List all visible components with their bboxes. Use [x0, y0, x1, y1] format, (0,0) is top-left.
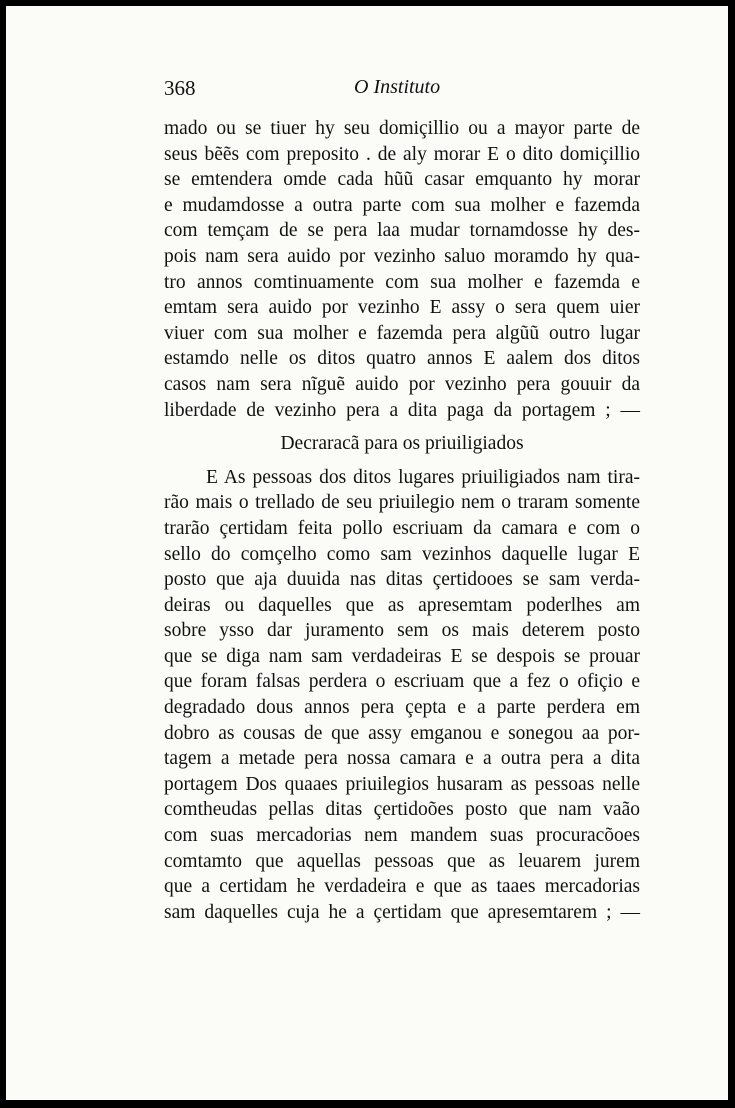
- text-line: que foram falsas perdera o escriuam que a fez o ofiçio e: [164, 671, 640, 693]
- text-line: casos nam sera nĩguẽ auido por vezinho pera gouuir da: [164, 373, 640, 395]
- text-line: viuer com sua molher e fazemda pera algũũ outro lugar: [164, 322, 640, 344]
- text-line: mado ou se tiuer hy seu domiçillio ou a mayor parte de: [164, 118, 640, 139]
- text-line: com suas mercadorias nem mandem suas procuracõoes: [164, 825, 640, 847]
- text-line: com temçam de se pera laa mudar tornamdosse hy des-: [164, 220, 640, 242]
- page-number: 368: [164, 76, 196, 100]
- running-title: O Instituto: [354, 76, 441, 98]
- text-line: comtheudas pellas ditas çertidoões posto que nam vaão: [164, 799, 640, 821]
- text-line: seus bẽẽs com preposito . de aly morar E o dito domiçillio: [164, 143, 640, 165]
- paragraph-1: [164, 116, 640, 423]
- text-line: posto que aja duuida nas ditas çertidooes se sam verda-: [164, 569, 640, 591]
- text-line: sam daquelles cuja he a çertidam que apresemtarem ; —: [164, 901, 640, 923]
- text-line: E As pessoas dos ditos lugares priuiligiados nam tira-: [206, 466, 640, 488]
- text-line: portagem Dos quaaes priuilegios husaram as pessoas nelle: [164, 773, 640, 795]
- text-line: sello do comçelho como sam vezinhos daquelle lugar E: [164, 543, 640, 565]
- section-heading: Decraracã para os priuiligiados: [280, 433, 524, 455]
- text-line: emtam sera auido por vezinho E assy o sera quem uier: [164, 297, 640, 319]
- text-line: degradado dous annos pera çepta e a parte perdera em: [164, 697, 640, 719]
- text-line: trarão çertidam feita pollo escriuam da camara e com o: [164, 517, 640, 539]
- text-line: tro annos comtinuamente com sua molher e fazemda e: [164, 271, 640, 293]
- text-line: dobro as cousas de que assy emganou e sonegou aa por-: [164, 722, 640, 744]
- body-text: [164, 116, 640, 925]
- text-line: comtamto que aquellas pessoas que as leuarem jurem: [164, 850, 640, 872]
- paragraph-2: [164, 465, 640, 926]
- text-line: liberdade de vezinho pera a dita paga da portagem ; —: [164, 399, 640, 421]
- text-line: que se diga nam sam verdadeiras E se despois se prouar: [164, 645, 640, 667]
- text-line: se emtendera omde cada hũũ casar emquanto hy morar: [164, 169, 640, 191]
- text-line: estamdo nelle os ditos quatro annos E aalem dos ditos: [164, 348, 640, 370]
- text-line: pois nam sera auido por vezinho saluo moramdo hy qua-: [164, 245, 640, 267]
- page-header: [6, 76, 728, 104]
- text-line: deiras ou daquelles que as apresemtam poderlhes am: [164, 594, 640, 616]
- text-line: que a certidam he verdadeira e que as taaes mercadorias: [164, 876, 640, 898]
- text-line: tagem a metade pera nossa camara e a outra pera a dita: [164, 748, 640, 770]
- text-line: e mudamdosse a outra parte com sua molher e fazemda: [164, 194, 640, 216]
- document-page: [6, 6, 728, 1100]
- text-line: rão mais o trellado de seu priuilegio nem o traram somente: [164, 492, 640, 514]
- text-line: sobre ysso dar juramento sem os mais deterem posto: [164, 620, 640, 642]
